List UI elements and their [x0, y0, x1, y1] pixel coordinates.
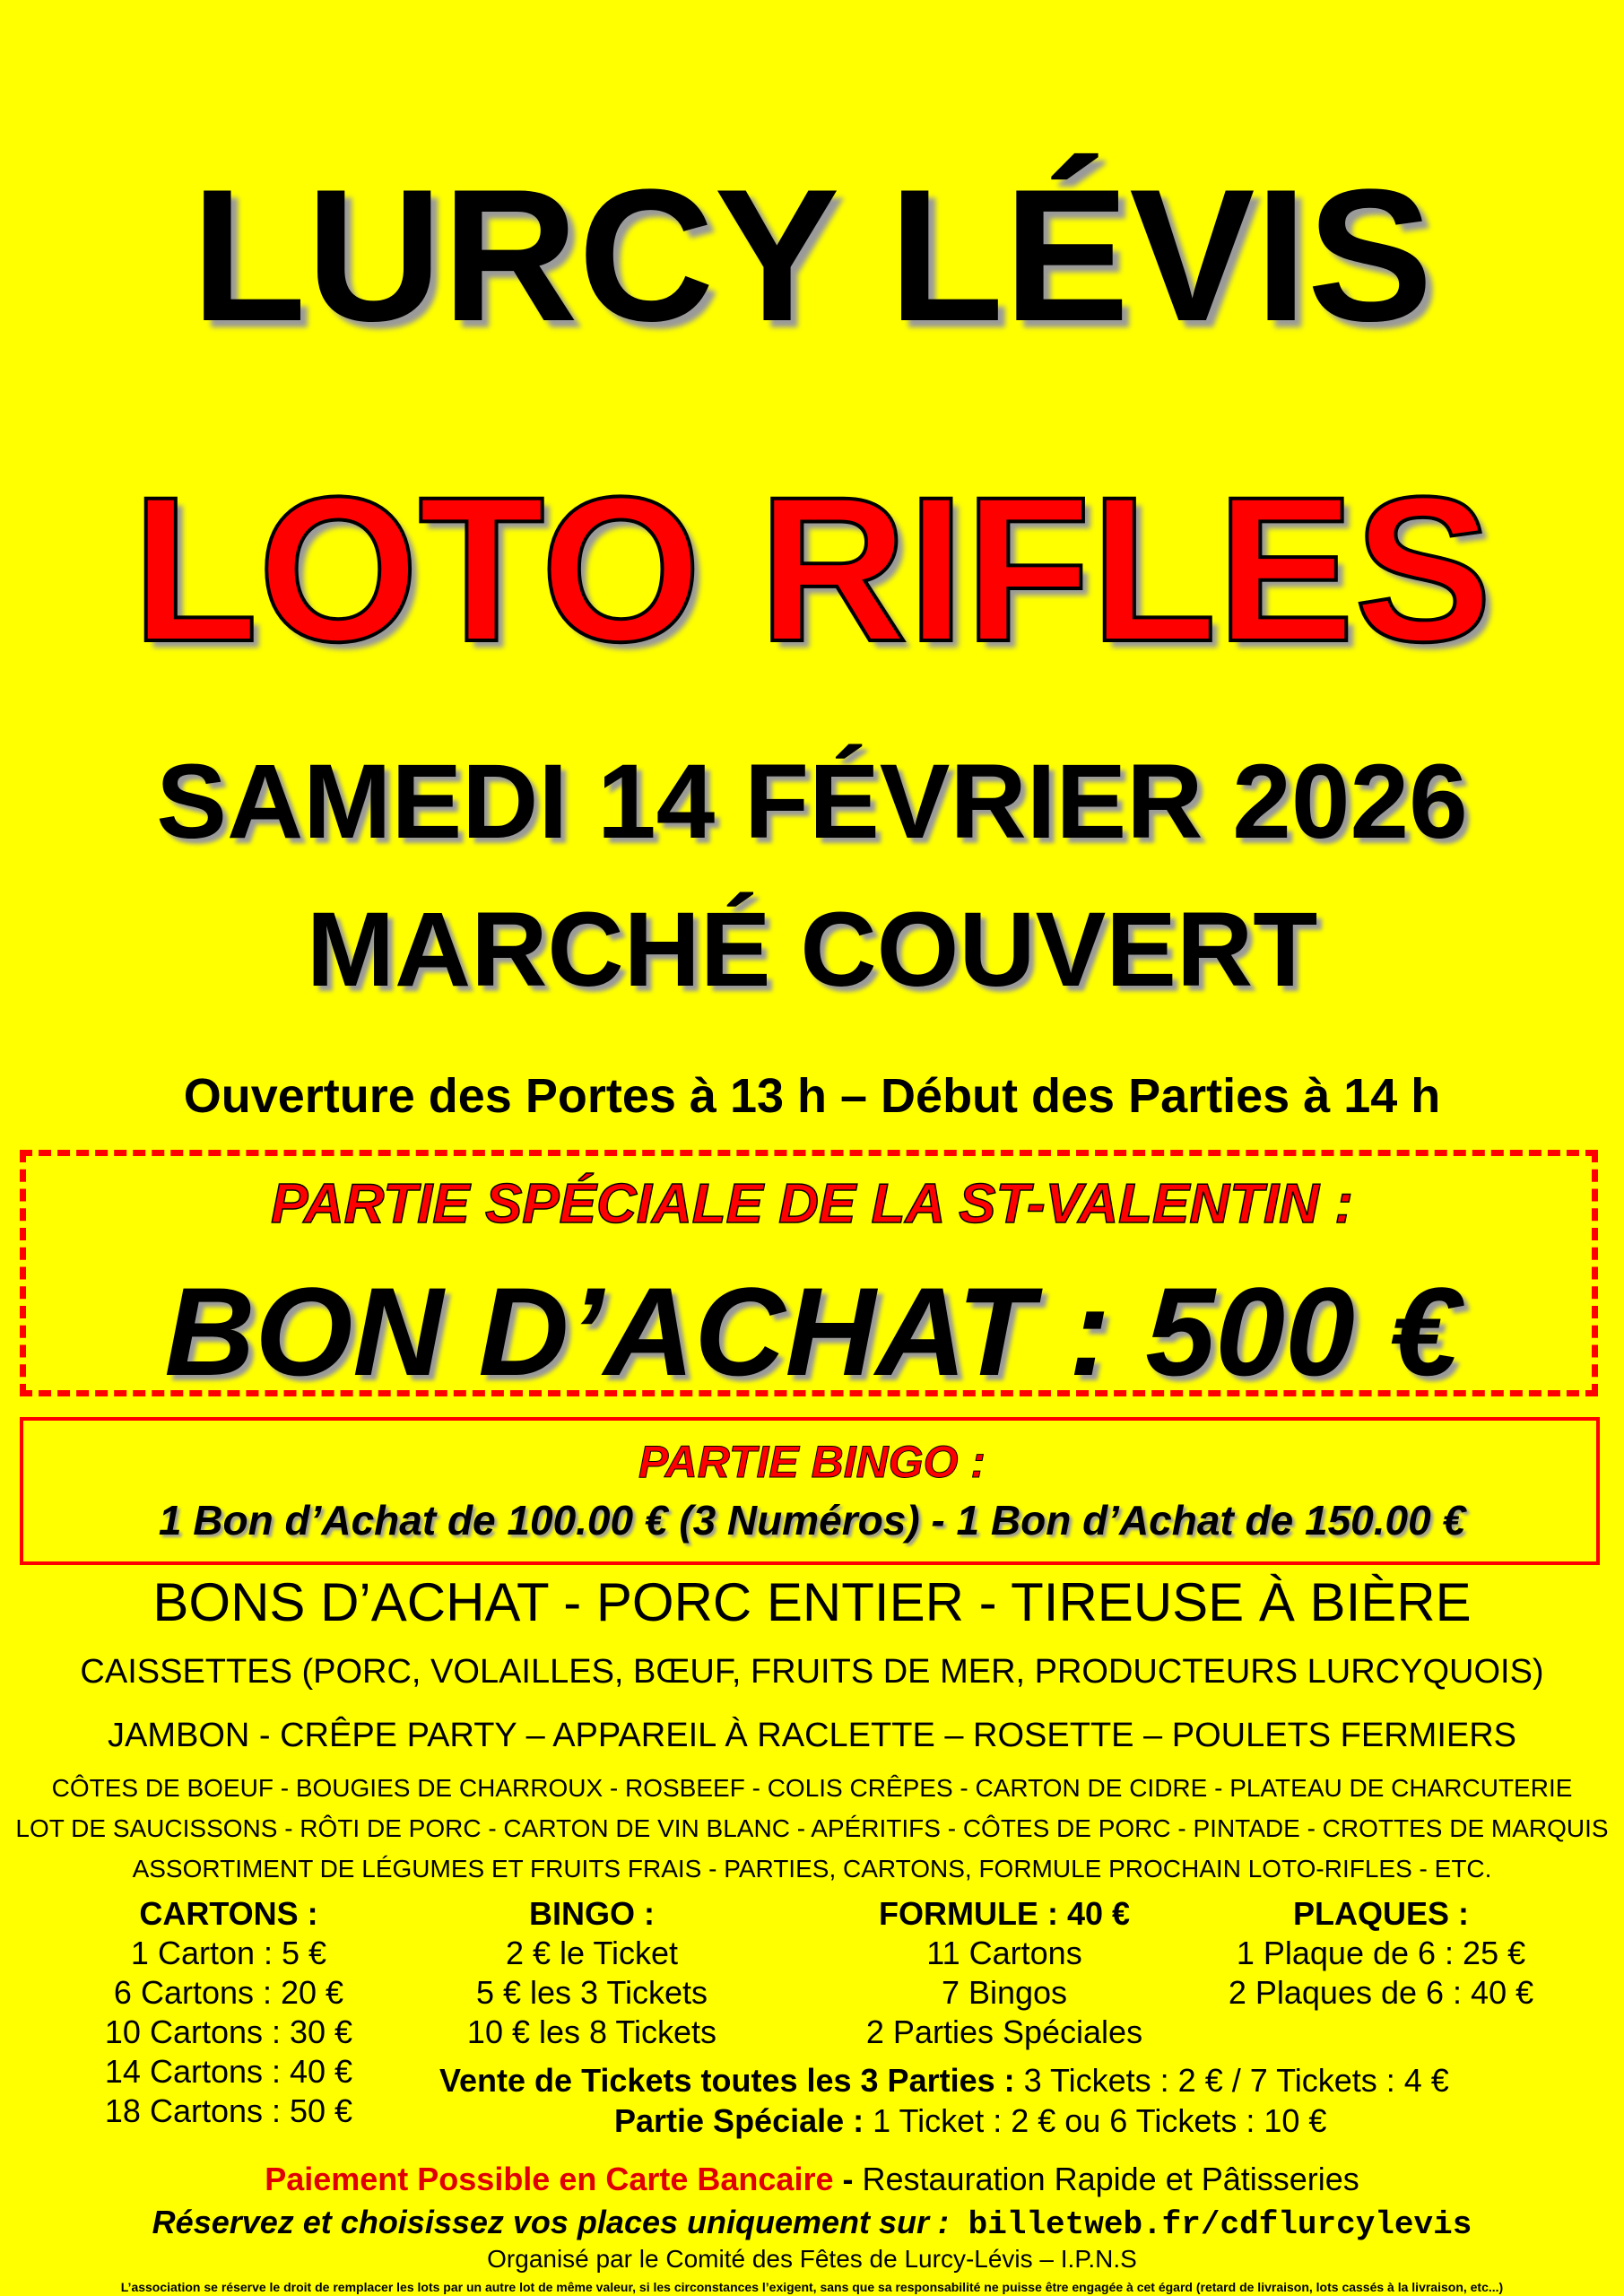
opening-hours: Ouverture des Portes à 13 h – Début des Parties à 14 h — [183, 1069, 1441, 1123]
bingo-price-list — [430, 1894, 753, 2052]
reservation-url: billetweb.fr/cdflurcylevis — [949, 2206, 1472, 2243]
price-item: 1 Plaque de 6 : 25 € — [1236, 1935, 1526, 1971]
disclaimer: L’association se réserve le droit de remplacer les lots par un autre lot de même valeur, si les circonstances l’exigent, sans que sa responsabilité ne puisse être engagée à cet égard (retard de livraison, lots cassés à la livraison, etc...) — [120, 2280, 1504, 2294]
lots-line: LOT DE SAUCISSONS - RÔTI DE PORC - CARTON DE VIN BLANC - APÉRITIFS - CÔTES DE PORC - PINTADE - CROTTES DE MARQUIS — [15, 1814, 1609, 1842]
special-game-title: PARTIE SPÉCIALE DE LA ST-VALENTIN : — [271, 1173, 1353, 1235]
price-item: 2 Plaques de 6 : 40 € — [1228, 1974, 1534, 2011]
bingo-game-title: PARTIE BINGO : — [638, 1437, 986, 1487]
reservation-line — [0, 2206, 1624, 2241]
lots-line: ASSORTIMENT DE LÉGUMES ET FRUITS FRAIS - PARTIES, CARTONS, FORMULE PROCHAIN LOTO-RIFLES - ETC. — [132, 1855, 1492, 1883]
formule-title: FORMULE : 40 € — [878, 1895, 1131, 1932]
price-item: 7 Bingos — [941, 1974, 1068, 2011]
event-title: LOTO RIFLES — [132, 454, 1492, 684]
lots-line: CAISSETTES (PORC, VOLAILLES, BŒUF, FRUITS DE MER, PRODUCTEURS LURCYQUOIS) — [80, 1653, 1544, 1691]
price-item: 6 Cartons : 20 € — [113, 1974, 344, 2011]
payment-line — [0, 2163, 1624, 2196]
organizer-line: Organisé par le Comité des Fêtes de Lurcy-Lévis – I.P.N.S — [487, 2245, 1137, 2273]
card-payment-note: Paiement Possible en Carte Bancaire — [265, 2161, 834, 2197]
special-ticket-line — [614, 2102, 1601, 2139]
event-date: SAMEDI 14 FÉVRIER 2026 — [156, 743, 1468, 861]
ticket-sales-line — [439, 2062, 1605, 2099]
special-ticket-value: 1 Ticket : 2 € ou 6 Tickets : 10 € — [864, 2102, 1327, 2139]
town-title: LURCY LÉVIS — [191, 150, 1433, 361]
price-item: 10 Cartons : 30 € — [104, 2013, 353, 2050]
price-item: 18 Cartons : 50 € — [104, 2092, 353, 2129]
price-item: 5 € les 3 Tickets — [475, 1974, 708, 2011]
price-item: 11 Cartons — [926, 1935, 1082, 1971]
ticket-sales-value: 3 Tickets : 2 € / 7 Tickets : 4 € — [1014, 2062, 1449, 2099]
cartons-title: CARTONS : — [139, 1895, 318, 1932]
bingo-title: BINGO : — [529, 1895, 655, 1932]
cartons-price-list — [67, 1894, 390, 2131]
special-ticket-label: Partie Spéciale : — [614, 2102, 864, 2139]
special-game-prize: BON D’ACHAT : 500 € — [164, 1261, 1460, 1402]
bingo-game-prizes: 1 Bon d’Achat de 100.00 € (3 Numéros) - 1 Bon d’Achat de 150.00 € — [158, 1497, 1466, 1544]
lots-line: JAMBON - CRÊPE PARTY – APPAREIL À RACLETTE – ROSETTE – POULETS FERMIERS — [107, 1717, 1517, 1754]
plaques-title: PLAQUES : — [1292, 1895, 1469, 1932]
ticket-sales-label: Vente de Tickets toutes les 3 Parties : — [439, 2062, 1015, 2099]
lots-line: CÔTES DE BOEUF - BOUGIES DE CHARROUX - ROSBEEF - COLIS CRÊPES - CARTON DE CIDRE - PLATEAU DE CHARCUTERIE — [51, 1774, 1573, 1802]
reservation-text: Réservez et choisissez vos places uniquement sur : — [152, 2204, 950, 2240]
lots-main-line: BONS D’ACHAT - PORC ENTIER - TIREUSE À BIÈRE — [152, 1572, 1472, 1632]
separator: - — [833, 2161, 863, 2197]
price-item: 2 Parties Spéciales — [865, 2013, 1143, 2050]
price-item: 1 Carton : 5 € — [130, 1935, 327, 1971]
formule-price-list — [807, 1894, 1202, 2052]
plaques-price-list — [1193, 1894, 1569, 2013]
price-item: 14 Cartons : 40 € — [104, 2053, 353, 2090]
event-venue: MARCHÉ COUVERT — [306, 891, 1318, 1009]
food-note: Restauration Rapide et Pâtisseries — [862, 2161, 1359, 2197]
price-item: 10 € les 8 Tickets — [466, 2013, 717, 2050]
price-item: 2 € le Ticket — [505, 1935, 679, 1971]
